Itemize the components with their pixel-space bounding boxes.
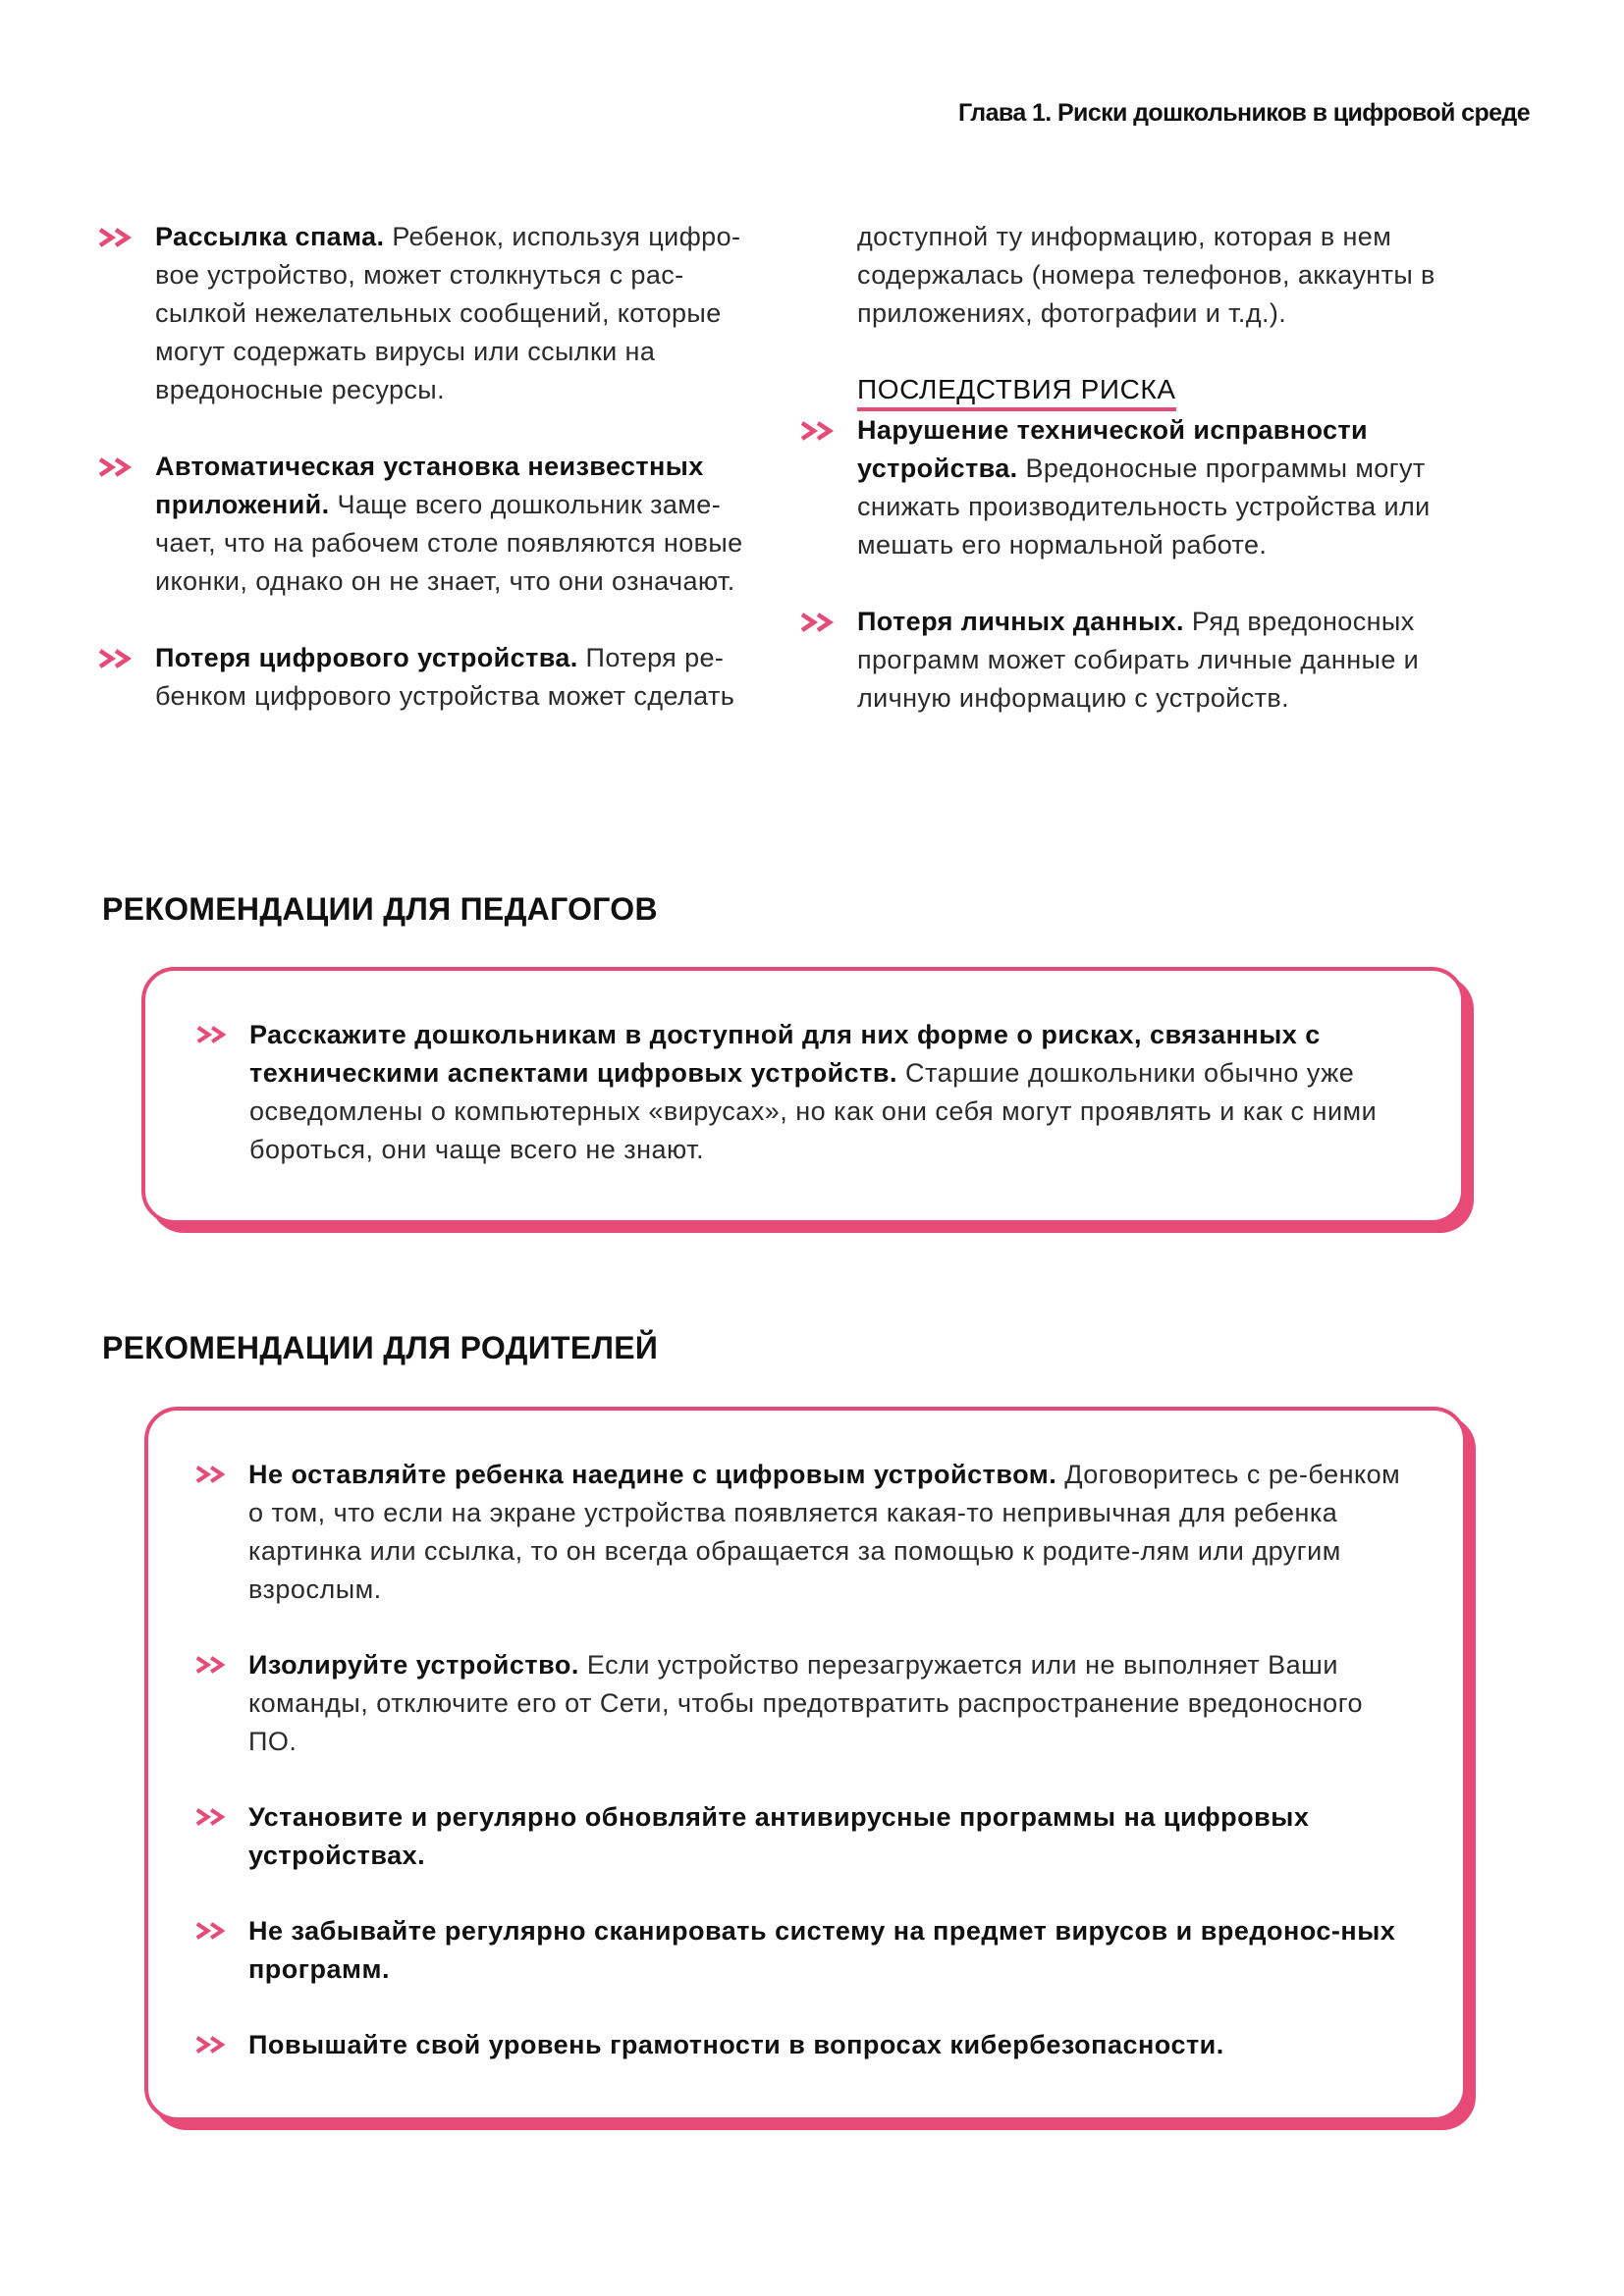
list-item [195,1798,1404,1875]
item-heading: Потеря цифрового устройства. [155,643,578,672]
item-heading: Установите и регулярно обновляйте антивирусные программы на цифровых устройствах. [248,1802,1310,1870]
item-heading: Не оставляйте ребенка наедине с цифровым устройством. [248,1460,1057,1489]
item-text: Вредоносные программы могут снижать производительность устройства или мешать его нормальной работе. [857,454,1431,560]
running-header: Глава 1. Риски дошкольников в цифровой среде [957,99,1530,127]
item-heading: Изолируйте устройство. [248,1650,579,1680]
item-text: Потеря ре-бенком цифрового устройства может сделать [155,643,735,711]
item-heading: Потеря личных данных. [857,607,1184,636]
double-chevron-icon [195,1807,229,1827]
list-item [98,218,746,409]
item-heading: Автоматическая установка неизвестных приложений. [155,452,704,519]
list-item [98,639,746,716]
double-chevron-icon [98,227,135,248]
item-heading: Нарушение технической исправности устройства. [857,415,1369,483]
item-text: Ряд вредоносных программ может собирать личные данные и личную информацию с устройств. [857,607,1420,713]
list-item [195,2026,1404,2064]
list-item [195,1456,1404,1609]
double-chevron-icon [800,612,838,633]
item-heading: Повышайте свой уровень грамотности в вопросах кибербезопасности. [248,2030,1224,2059]
parents-section-title: РЕКОМЕНДАЦИИ ДЛЯ РОДИТЕЛЕЙ [102,1330,659,1365]
list-item [800,411,1448,564]
item-text: Чаще всего дошкольник заме-чает, что на рабочем столе появляются новые иконки, однако он не знает, что они означают. [155,490,743,596]
list-item [195,1912,1404,1989]
continuation-text: доступной ту информацию, которая в нем содержалась (номера телефонов, аккаунты в приложениях, фотографии и т.д.). [857,222,1435,328]
item-text: Договоритесь с ре-бенком о том, что если на экране устройства появляется какая-то непривычная для ребенка картинка или ссылка, то он всегда обращается за помощью к родите-лям или другим взрослым. [248,1460,1401,1604]
double-chevron-icon [195,1921,229,1941]
item-text: Старшие дошкольники обычно уже осведомлены о компьютерных «вирусах», но как они себя могут проявлять и как с ними бороться, они чаще всего не знают. [249,1058,1378,1164]
item-text: Если устройство перезагружается или не выполняет Ваши команды, отключите его от Сети, чтобы предотвратить распространение вредоносного ПО. [248,1650,1363,1756]
list-item [196,1016,1408,1169]
double-chevron-icon [800,420,838,442]
item-heading: Расскажите дошкольникам в доступной для них форме о рисках, связанных с техническими аспектами цифровых устройств. [249,1020,1321,1088]
teachers-recommendations-box [141,967,1465,1224]
list-item [195,1646,1404,1761]
double-chevron-icon [195,1655,229,1675]
double-chevron-icon [195,2035,229,2055]
item-heading: Рассылка спама. [155,222,385,251]
double-chevron-icon [98,648,135,669]
double-chevron-icon [98,456,135,478]
teachers-section-title: РЕКОМЕНДАЦИИ ДЛЯ ПЕДАГОГОВ [102,891,658,927]
item-text: Ребенок, используя цифро-вое устройство, может столкнуться с рас-сылкой нежелательных сообщений, которые могут содержать вирусы или ссылки на вредоносные ресурсы. [155,222,741,404]
list-item [800,603,1448,718]
list-item [98,448,746,601]
consequences-subheading: ПОСЛЕДСТВИЯ РИСКА [857,372,1176,411]
item-heading: Не забывайте регулярно сканировать систему на предмет вирусов и вредонос-ных программ. [248,1916,1396,1984]
double-chevron-icon [196,1025,230,1044]
parents-recommendations-box [144,1407,1467,2121]
double-chevron-icon [195,1465,229,1484]
right-column [800,218,1448,756]
left-column [98,218,746,754]
